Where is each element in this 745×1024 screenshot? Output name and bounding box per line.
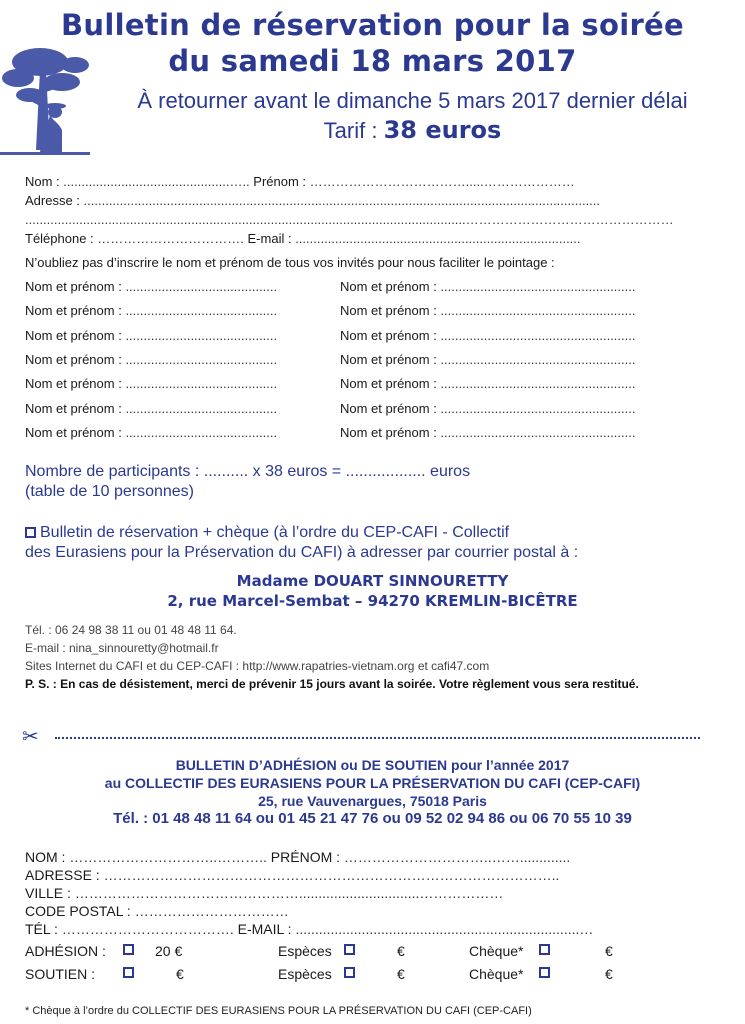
cut-line [55, 737, 700, 739]
guest-field[interactable]: .......................................... [125, 327, 278, 343]
guest-label: Nom et prénom : [25, 303, 126, 319]
ps-note: P. S. : En cas de désistement, merci de prévenir 15 jours avant la soirée. Votre règlement vous sera restitué. [25, 677, 639, 691]
deadline-text: À retourner avant le dimanche 5 mars 2017 dernier délai [137, 88, 688, 113]
especes-label-2: Espèces [278, 966, 332, 982]
telephone-field[interactable]: ……………………………. [97, 231, 248, 246]
guest-row [25, 401, 277, 417]
telephone-email-row [25, 231, 705, 247]
mailing-instructions: Bulletin de réservation + chèque (à l’ordre du CEP-CAFI - Collectif des Eurasiens pour la Préservation du CAFI) à adresser par courrier postal à : [25, 524, 579, 561]
adresse2-row [25, 866, 705, 884]
guest-label: Nom et prénom : [25, 327, 126, 343]
recipient-address: 2, rue Marcel-Sembat – 94270 KREMLIN-BICÊTRE [167, 592, 578, 610]
especes-euro: € [397, 943, 405, 959]
guests-note: N’oubliez pas d’inscrire le nom et prénom de tous vos invités pour nous faciliter le pointage : [25, 255, 555, 270]
especes-checkbox[interactable] [344, 944, 355, 955]
ville-field[interactable]: …………………………………………...............................……………… [74, 885, 504, 901]
adresse-label: Adresse : [25, 193, 84, 208]
guest-field[interactable]: .......................................... [125, 303, 278, 319]
adresse-row-2[interactable]: ..........................................................................................................................………………………………………… [25, 212, 674, 227]
guest-field[interactable]: ...................................................... [440, 303, 636, 319]
email-label: E-mail : [247, 231, 296, 246]
adhesion-label: ADHÉSION : [25, 943, 106, 959]
footnote: * Chèque à l’ordre du COLLECTIF DES EURASIENS POUR LA PRÉSERVATION DU CAFI (CEP-CAFI) [25, 1005, 532, 1017]
guest-label: Nom et prénom : [25, 279, 126, 294]
guest-row [25, 425, 277, 441]
adresse2-field[interactable]: …………………………………………………………………………………….. [103, 867, 560, 883]
guest-field[interactable]: .......................................... [125, 376, 278, 392]
adhesion-collective: au COLLECTIF DES EURASIENS POUR LA PRÉSERVATION DU CAFI (CEP-CAFI) [104, 775, 641, 791]
guest-field[interactable]: .......................................... [125, 424, 278, 440]
page-title: Bulletin de réservation pour la soirée [60, 8, 684, 42]
guest-row [340, 376, 635, 392]
guest-field[interactable]: ...................................................... [440, 376, 636, 392]
cp-row [25, 902, 705, 920]
guest-row [25, 376, 277, 392]
guest-label: Nom et prénom : [25, 400, 126, 416]
participants-count: Nombre de participants : .......... x 38 euros = .................. euros [25, 463, 471, 480]
guest-row [25, 303, 277, 319]
cheque-checkbox-2[interactable] [539, 967, 550, 978]
cp-field[interactable]: …………………………… [134, 903, 289, 919]
guest-row [25, 279, 277, 295]
ville-label: VILLE : [25, 885, 75, 901]
adresse-row [25, 193, 705, 209]
cheque-label: Chèque* [469, 943, 524, 959]
especes-checkbox-2[interactable] [344, 967, 355, 978]
guest-label: Nom et prénom : [340, 424, 441, 440]
guest-row [25, 328, 277, 344]
prenom2-label: PRÉNOM : [270, 849, 344, 865]
guest-label: Nom et prénom : [340, 279, 441, 294]
checkbox-icon[interactable] [25, 527, 36, 538]
guest-row [340, 328, 635, 344]
tarif-line [80, 117, 745, 144]
telephone-label: Téléphone : [25, 231, 98, 246]
guest-row [25, 352, 277, 368]
cp-label: CODE POSTAL : [25, 903, 135, 919]
nom-prenom-row [25, 174, 705, 190]
guest-field[interactable]: ...................................................... [440, 351, 636, 367]
guest-label: Nom et prénom : [25, 351, 126, 367]
email2-label: E-MAIL : [237, 921, 296, 937]
guest-label: Nom et prénom : [25, 424, 126, 440]
prenom-field[interactable]: ……………………………….....………………… [309, 174, 575, 189]
nom2-label: NOM : [25, 849, 70, 865]
contact-email: E-mail : nina_sinnouretty@hotmail.fr [25, 641, 219, 655]
guest-row [340, 279, 635, 295]
recipient-name: Madame DOUART SINNOURETTY [236, 572, 509, 590]
guest-label: Nom et prénom : [340, 303, 441, 319]
adresse2-label: ADRESSE : [25, 867, 104, 883]
adhesion-phones: Tél. : 01 48 48 11 64 ou 01 45 21 47 76 ou 09 52 02 94 86 ou 06 70 55 10 39 [113, 810, 632, 827]
nom2-field[interactable]: …………………………..……….. [69, 849, 271, 865]
guest-field[interactable]: .......................................... [125, 400, 278, 416]
guest-field[interactable]: .......................................... [125, 279, 278, 294]
ville-row [25, 884, 705, 902]
guest-row [340, 425, 635, 441]
guest-label: Nom et prénom : [340, 400, 441, 416]
guest-row [340, 303, 635, 319]
adhesion-amount: 20 € [155, 943, 183, 959]
table-note: (table de 10 personnes) [25, 483, 194, 500]
scissors-icon: ✂ [22, 726, 39, 748]
especes-euro-2: € [397, 966, 405, 982]
adhesion-row [25, 942, 106, 960]
guest-label: Nom et prénom : [340, 327, 441, 343]
guest-row [340, 352, 635, 368]
adhesion-checkbox[interactable] [123, 944, 134, 955]
guest-label: Nom et prénom : [25, 376, 126, 392]
email-field[interactable]: ............................................................................... [295, 231, 581, 246]
tel2-field[interactable]: ………………………………. [61, 921, 238, 937]
guest-field[interactable]: ...................................................... [440, 424, 636, 440]
prenom2-field[interactable]: …………………………..……............. [343, 849, 571, 865]
cheque-euro: € [605, 943, 613, 959]
guest-row [340, 401, 635, 417]
especes-label: Espèces [278, 943, 332, 959]
prenom-label: Prénom : [253, 174, 310, 189]
nom-field[interactable]: ..............................................….. [63, 174, 254, 189]
cheque-euro-2: € [605, 966, 613, 982]
guest-field[interactable]: ...................................................... [440, 400, 636, 416]
contact-sites: Sites Internet du CAFI et du CEP-CAFI : http://www.rapatries-vietnam.org et cafi47.com [25, 659, 490, 673]
guest-label: Nom et prénom : [340, 351, 441, 367]
nom2-row [25, 848, 705, 866]
guest-field[interactable]: ...................................................... [440, 279, 636, 294]
adresse-field[interactable]: ............................................................................................................................................... [83, 193, 601, 208]
contact-tel: Tél. : 06 24 98 38 11 ou 01 48 48 11 64. [25, 623, 237, 637]
tarif-value: 38 euros [383, 116, 502, 144]
soutien-label: SOUTIEN : [25, 966, 96, 982]
soutien-euro: € [176, 966, 184, 982]
tel2-label: TÉL : [25, 921, 62, 937]
email2-field[interactable]: .........................................................................… [295, 921, 594, 937]
cheque-label-2: Chèque* [469, 966, 524, 982]
adhesion-address: 25, rue Vauvenargues, 75018 Paris [258, 793, 487, 809]
soutien-checkbox[interactable] [123, 967, 134, 978]
adhesion-title: BULLETIN D’ADHÉSION ou DE SOUTIEN pour l’année 2017 [175, 757, 570, 773]
guest-label: Nom et prénom : [340, 376, 441, 392]
guest-field[interactable]: ...................................................... [440, 327, 636, 343]
tel2-email2-row [25, 920, 705, 938]
nom-label: Nom : [25, 174, 64, 189]
cheque-checkbox[interactable] [539, 944, 550, 955]
tarif-label: Tarif : [323, 118, 384, 143]
event-date-title: du samedi 18 mars 2017 [168, 44, 577, 78]
guest-field[interactable]: .......................................... [125, 351, 278, 367]
